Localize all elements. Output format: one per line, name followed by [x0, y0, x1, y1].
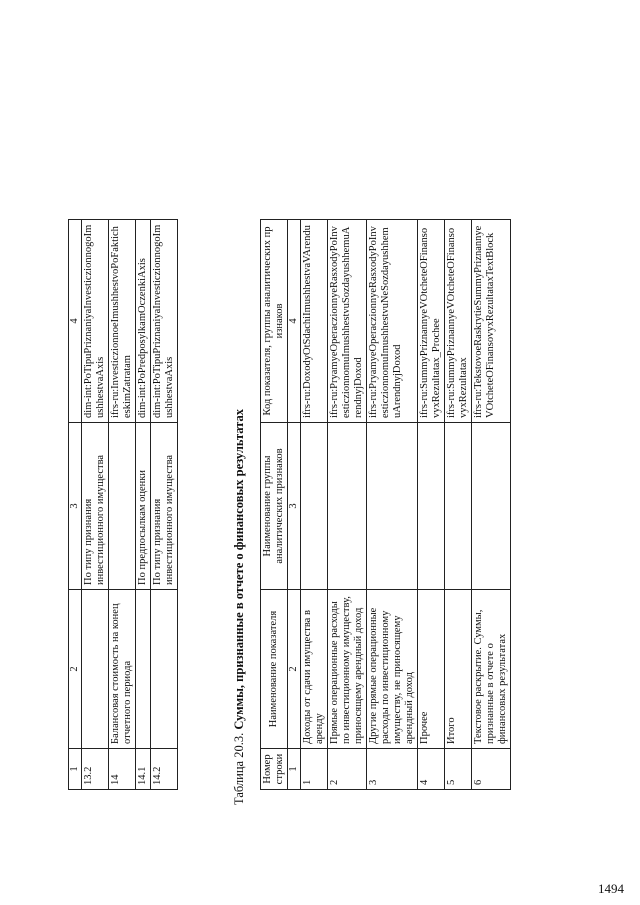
- row-number: 3: [367, 749, 418, 790]
- indicator-code: dim-int:PoPredposylkamOczenkiAxis: [136, 220, 151, 423]
- row-number: 4: [418, 749, 445, 790]
- indicator-code: dim-int:PoTipuPriznaniyaInvesticzionnogoImushhestvaAxis: [151, 220, 178, 423]
- row-number: 5: [445, 749, 472, 790]
- column-header: Номер строки: [261, 749, 288, 790]
- indicator-code: ifrs-ru:TekstovoeRaskrytieSummyPriznannyeVOtcheteOFinansovyxRezultataxTextBlock: [472, 220, 511, 423]
- indicator-code: ifrs-ru:PryamyeOperaczionnyeRasxodyPoInvesticzionnomuImushhestvuSozdayushhemuArendnyjDoxod: [328, 220, 367, 423]
- row-number: 1: [301, 749, 328, 790]
- table-row: [136, 220, 151, 790]
- page-number: 1494: [598, 881, 624, 896]
- indicator-name: [82, 590, 109, 749]
- indicator-code: ifrs-ru:SummyPriznannyeVOtcheteOFinansovyxRezultatax: [445, 220, 472, 423]
- col-number: 3: [288, 423, 301, 590]
- col-number: 4: [69, 220, 82, 423]
- group-name: [301, 423, 328, 590]
- row-number: 2: [328, 749, 367, 790]
- group-name: [472, 423, 511, 590]
- table-row: [418, 220, 445, 790]
- indicator-name: Прямые операционные расходы по инвестиционному имуществу, приносящему арендный доход: [328, 590, 367, 749]
- group-name: [445, 423, 472, 590]
- indicator-name: Балансовая стоимость на конец отчетного периода: [109, 590, 136, 749]
- table-header-row: [261, 220, 288, 790]
- row-number: 14.1: [136, 749, 151, 790]
- table-row: [82, 220, 109, 790]
- row-number: 14: [109, 749, 136, 790]
- table-caption: [232, 409, 247, 805]
- indicator-code: ifrs-ru:PryamyeOperaczionnyeRasxodyPoInvesticzionnomuImushhestvuNeSozdayushhemuArendnyjDoxod: [367, 220, 418, 423]
- table-row: [151, 220, 178, 790]
- col-number: 2: [288, 590, 301, 749]
- group-name: [418, 423, 445, 590]
- group-name: [109, 423, 136, 590]
- indicator-code: ifrs-ru:InvesticzionnoeImushhestvoPoFakticheskimZatratam: [109, 220, 136, 423]
- indicator-name: Итого: [445, 590, 472, 749]
- indicator-name: Текстовое раскрытие. Суммы, признанные в отчете о финансовых результатах: [472, 590, 511, 749]
- table-row: [109, 220, 136, 790]
- group-name: [328, 423, 367, 590]
- indicator-name: Другие прямые операционные расходы по инвестиционному имуществу, не приносящему арендный доход: [367, 590, 418, 749]
- table-row: [472, 220, 511, 790]
- column-header: Код показателя, группы аналитических признаков: [261, 220, 288, 423]
- group-name: [367, 423, 418, 590]
- group-name: По типу признания инвестиционного имущества: [82, 423, 109, 590]
- row-number: 6: [472, 749, 511, 790]
- table-column-numbers: [288, 220, 301, 790]
- table-row: [328, 220, 367, 790]
- table-continuation: [68, 219, 178, 790]
- indicator-name: Доходы от сдачи имущества в аренду: [301, 590, 328, 749]
- group-name: По типу признания инвестиционного имущества: [151, 423, 178, 590]
- table-amounts-recognized: [260, 219, 511, 790]
- indicator-code: dim-int:PoTipuPriznaniyaInvesticzionnogoImushhestvaAxis: [82, 220, 109, 423]
- indicator-code: ifrs-ru:SummyPriznannyeVOtcheteOFinansovyxRezultatax_Prochee: [418, 220, 445, 423]
- row-number: 13.2: [82, 749, 109, 790]
- col-number: 2: [69, 590, 82, 749]
- col-number: 4: [288, 220, 301, 423]
- table-column-numbers: [69, 220, 82, 790]
- column-header: Наименование группы аналитических признаков: [261, 423, 288, 590]
- indicator-code: ifrs-ru:DoxodyOtSdachiImushhestvaVArendu: [301, 220, 328, 423]
- col-number: 3: [69, 423, 82, 590]
- col-number: 1: [288, 749, 301, 790]
- table-caption-title: Суммы, признанные в отчете о финансовых результатах: [232, 409, 246, 730]
- column-header: Наименование показателя: [261, 590, 288, 749]
- table-caption-number: Таблица 20.3.: [232, 732, 246, 805]
- table-row: [445, 220, 472, 790]
- indicator-name: Прочее: [418, 590, 445, 749]
- indicator-name: [136, 590, 151, 749]
- col-number: 1: [69, 749, 82, 790]
- table-row: [301, 220, 328, 790]
- group-name: По предпосылкам оценки: [136, 423, 151, 590]
- row-number: 14.2: [151, 749, 178, 790]
- table-row: [367, 220, 418, 790]
- indicator-name: [151, 590, 178, 749]
